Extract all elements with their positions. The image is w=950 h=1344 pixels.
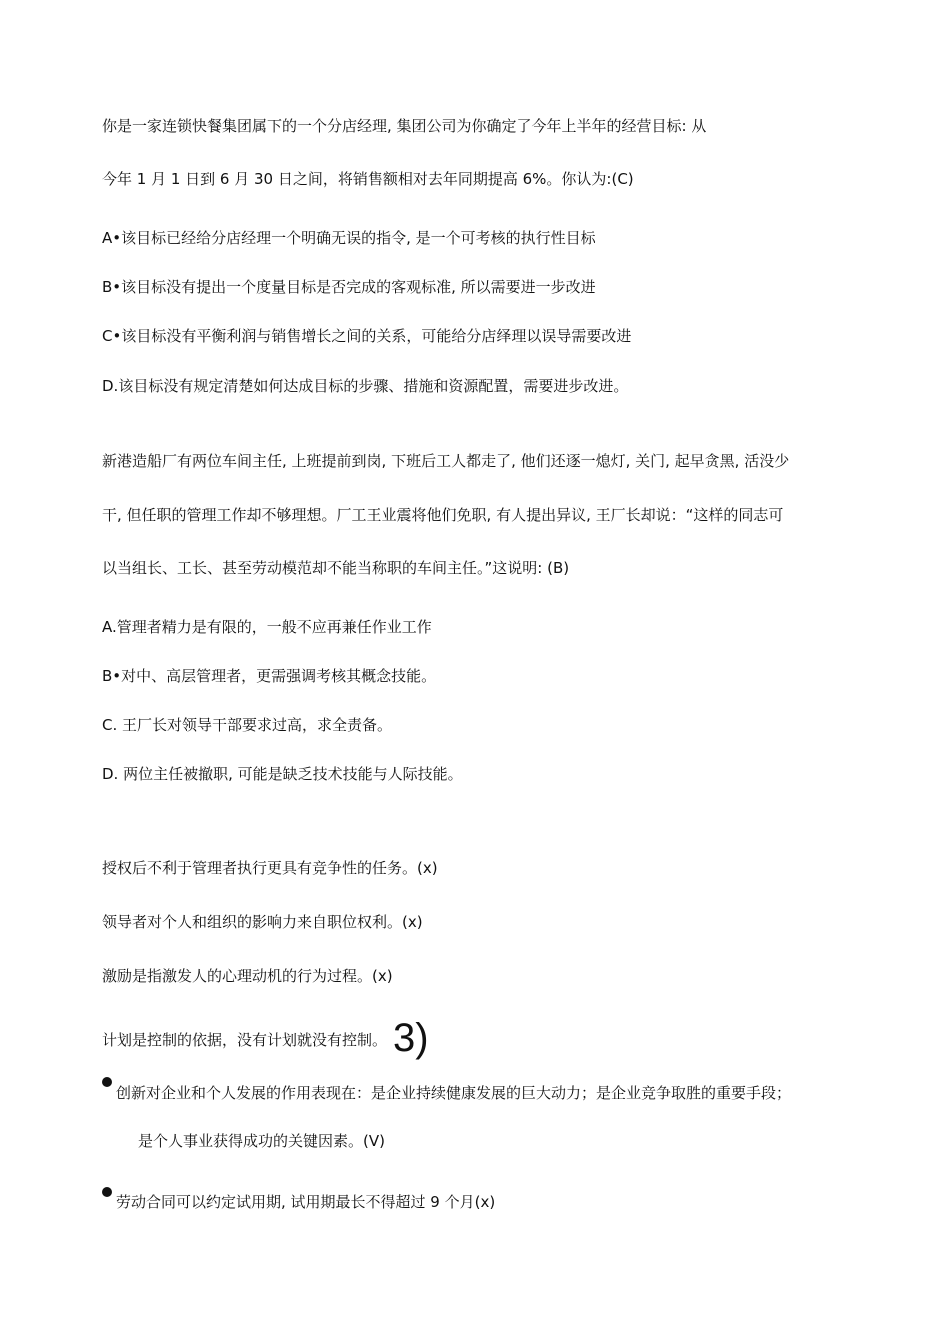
question-1-option-a: A•该目标已经给分店经理一个明确无误的指令, 是一个可考核的执行性目标 [102, 229, 596, 247]
question-1-option-b: B•该目标没有提出一个度量目标是否完成的客观标准, 所以需要进一步改进 [102, 278, 596, 296]
bullet-dot-icon [102, 1187, 112, 1197]
bullet-dot-icon [102, 1077, 112, 1087]
judgment-item-text: 计划是控制的依据，没有计划就没有控制。 [102, 1031, 388, 1049]
judgment-item: 激励是指激发人的心理动机的行为过程。(x) [102, 967, 393, 985]
question-2-option-c: C. 王厂长对领导干部要求过高，求全责备。 [102, 716, 393, 734]
question-1-stem-line-1: 你是一家连锁快餐集团属下的一个分店经理, 集团公司为你确定了今年上半年的经营目标: 从 [102, 117, 707, 135]
section-marker: 3) [393, 1016, 429, 1060]
judgment-item: 领导者对个人和组织的影响力来自职位权利。(x) [102, 913, 423, 931]
bullet-item-2-line-1: 劳动合同可以约定试用期, 试用期最长不得超过 9 个月(x) [116, 1193, 496, 1211]
question-1-stem-line-2: 今年 1 月 1 日到 6 月 30 日之间，将销售额相对去年同期提高 6%。你认为:(C) [102, 170, 634, 188]
question-2-option-b: B•对中、高层管理者，更需强调考核其概念技能。 [102, 667, 437, 685]
bullet-item-1-line-1: 创新对企业和个人发展的作用表现在：是企业持续健康发展的巨大动力；是企业竞争取胜的重要手段； [116, 1084, 792, 1102]
judgment-item-with-marker [102, 1018, 429, 1058]
question-2-stem-line-2: 干, 但任职的管理工作却不够理想。厂工王业震将他们免职, 有人提出异议, 王厂长却说：“这样的同志可 [102, 506, 784, 524]
question-1-option-d: D.该目标没有规定清楚如何达成目标的步骤、措施和资源配置，需要进步改进。 [102, 377, 629, 395]
question-2-stem-line-3: 以当组长、工长、甚至劳动模范却不能当称职的车间主任。”这说明: (B) [102, 559, 570, 577]
bullet-item-1-line-2: 是个人事业获得成功的关键因素。(V) [138, 1132, 385, 1150]
question-2-option-a: A.管理者精力是有限的，一般不应再兼任作业工作 [102, 618, 432, 636]
question-1-option-c: C•该目标没有平衡利润与销售增长之间的关系，可能给分店绎理以误导需要改进 [102, 327, 632, 345]
judgment-item: 授权后不利于管理者执行更具有竞争性的任务。(x) [102, 859, 438, 877]
question-2-option-d: D. 两位主任被撤职, 可能是缺乏技术技能与人际技能。 [102, 765, 463, 783]
question-2-stem-line-1: 新港造船厂有两位车间主任, 上班提前到岗, 下班后工人都走了, 他们还逐一熄灯, 关门, 起早贪黑, 活没少 [102, 452, 790, 470]
